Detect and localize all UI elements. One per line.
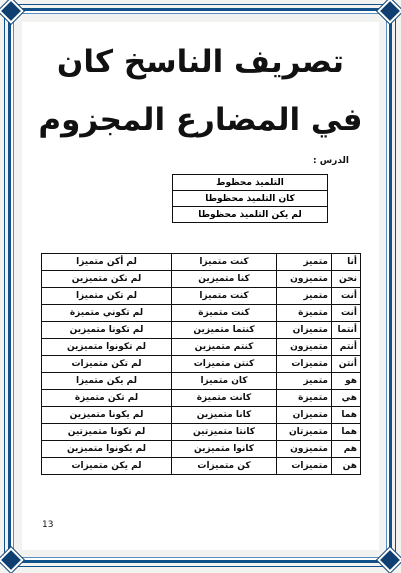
table-row <box>42 441 361 458</box>
jussive-form-cell: لم تكونا متميزين <box>42 322 172 339</box>
past-form-cell: كانت متميزة <box>172 390 277 407</box>
pronoun-cell: أنتن <box>332 356 361 373</box>
jussive-form-cell: لم تكن متميزا <box>42 288 172 305</box>
table-row <box>42 356 361 373</box>
page-subtitle: في المضارع المجزوم <box>38 102 363 138</box>
conjugation-table <box>41 253 361 475</box>
jussive-form-cell: لم تكوني متميزة <box>42 305 172 322</box>
example-row: كان التلميذ محظوطا <box>173 191 328 207</box>
pronoun-cell: أنتم <box>332 339 361 356</box>
predicate-cell: متميزون <box>277 339 332 356</box>
worksheet-page <box>22 22 379 550</box>
pronoun-cell: هي <box>332 390 361 407</box>
past-form-cell: كان متميزا <box>172 373 277 390</box>
past-form-cell: كنا متميزين <box>172 271 277 288</box>
table-row <box>42 254 361 271</box>
lesson-label: الدرس : <box>313 156 349 166</box>
past-form-cell: كنتن متميزات <box>172 356 277 373</box>
past-form-cell: كنتم متميزين <box>172 339 277 356</box>
past-form-cell: كنت متميزا <box>172 254 277 271</box>
predicate-cell: متميزان <box>277 322 332 339</box>
jussive-form-cell: لم أكن متميزا <box>42 254 172 271</box>
table-row <box>42 305 361 322</box>
jussive-form-cell: لم يكن متميزا <box>42 373 172 390</box>
jussive-form-cell: لم تكن متميزة <box>42 390 172 407</box>
predicate-cell: متميزون <box>277 441 332 458</box>
pronoun-cell: هو <box>332 373 361 390</box>
pronoun-cell: هما <box>332 407 361 424</box>
jussive-form-cell: لم تكونوا متميزين <box>42 339 172 356</box>
predicate-cell: متميزون <box>277 271 332 288</box>
jussive-form-cell: لم يكونوا متميزين <box>42 441 172 458</box>
past-form-cell: كنت متميزا <box>172 288 277 305</box>
jussive-form-cell: لم تكن متميزات <box>42 356 172 373</box>
past-form-cell: كانوا متميزين <box>172 441 277 458</box>
past-form-cell: كن متميزات <box>172 458 277 475</box>
table-row <box>42 339 361 356</box>
predicate-cell: متميز <box>277 288 332 305</box>
past-form-cell: كنت متميزة <box>172 305 277 322</box>
page-number: 13 <box>42 520 54 530</box>
table-row <box>42 322 361 339</box>
jussive-form-cell: لم يكن متميزات <box>42 458 172 475</box>
predicate-cell: متميز <box>277 254 332 271</box>
predicate-cell: متميزات <box>277 356 332 373</box>
jussive-form-cell: لم تكونا متميزتين <box>42 424 172 441</box>
past-form-cell: كنتما متميزين <box>172 322 277 339</box>
pronoun-cell: أنا <box>332 254 361 271</box>
table-row <box>42 373 361 390</box>
pronoun-cell: هن <box>332 458 361 475</box>
table-row <box>42 271 361 288</box>
predicate-cell: متميزة <box>277 305 332 322</box>
predicate-cell: متميزتان <box>277 424 332 441</box>
predicate-cell: متميزان <box>277 407 332 424</box>
predicate-cell: متميزات <box>277 458 332 475</box>
example-row: لم يكن التلميذ محظوطا <box>173 207 328 223</box>
table-row <box>42 390 361 407</box>
pronoun-cell: هما <box>332 424 361 441</box>
example-row: التلميذ محظوط <box>173 175 328 191</box>
pronoun-cell: أنتما <box>332 322 361 339</box>
past-form-cell: كانتا متميزتين <box>172 424 277 441</box>
pronoun-cell: أنت <box>332 305 361 322</box>
past-form-cell: كانا متميزين <box>172 407 277 424</box>
pronoun-cell: أنت <box>332 288 361 305</box>
pronoun-cell: هم <box>332 441 361 458</box>
predicate-cell: متميز <box>277 373 332 390</box>
pronoun-cell: نحن <box>332 271 361 288</box>
example-table <box>172 174 328 223</box>
jussive-form-cell: لم يكونا متميزين <box>42 407 172 424</box>
table-row <box>42 424 361 441</box>
jussive-form-cell: لم نكن متميزين <box>42 271 172 288</box>
table-row <box>42 458 361 475</box>
predicate-cell: متميزة <box>277 390 332 407</box>
table-row <box>42 288 361 305</box>
page-title: تصريف الناسخ كان <box>56 44 345 80</box>
table-row <box>42 407 361 424</box>
